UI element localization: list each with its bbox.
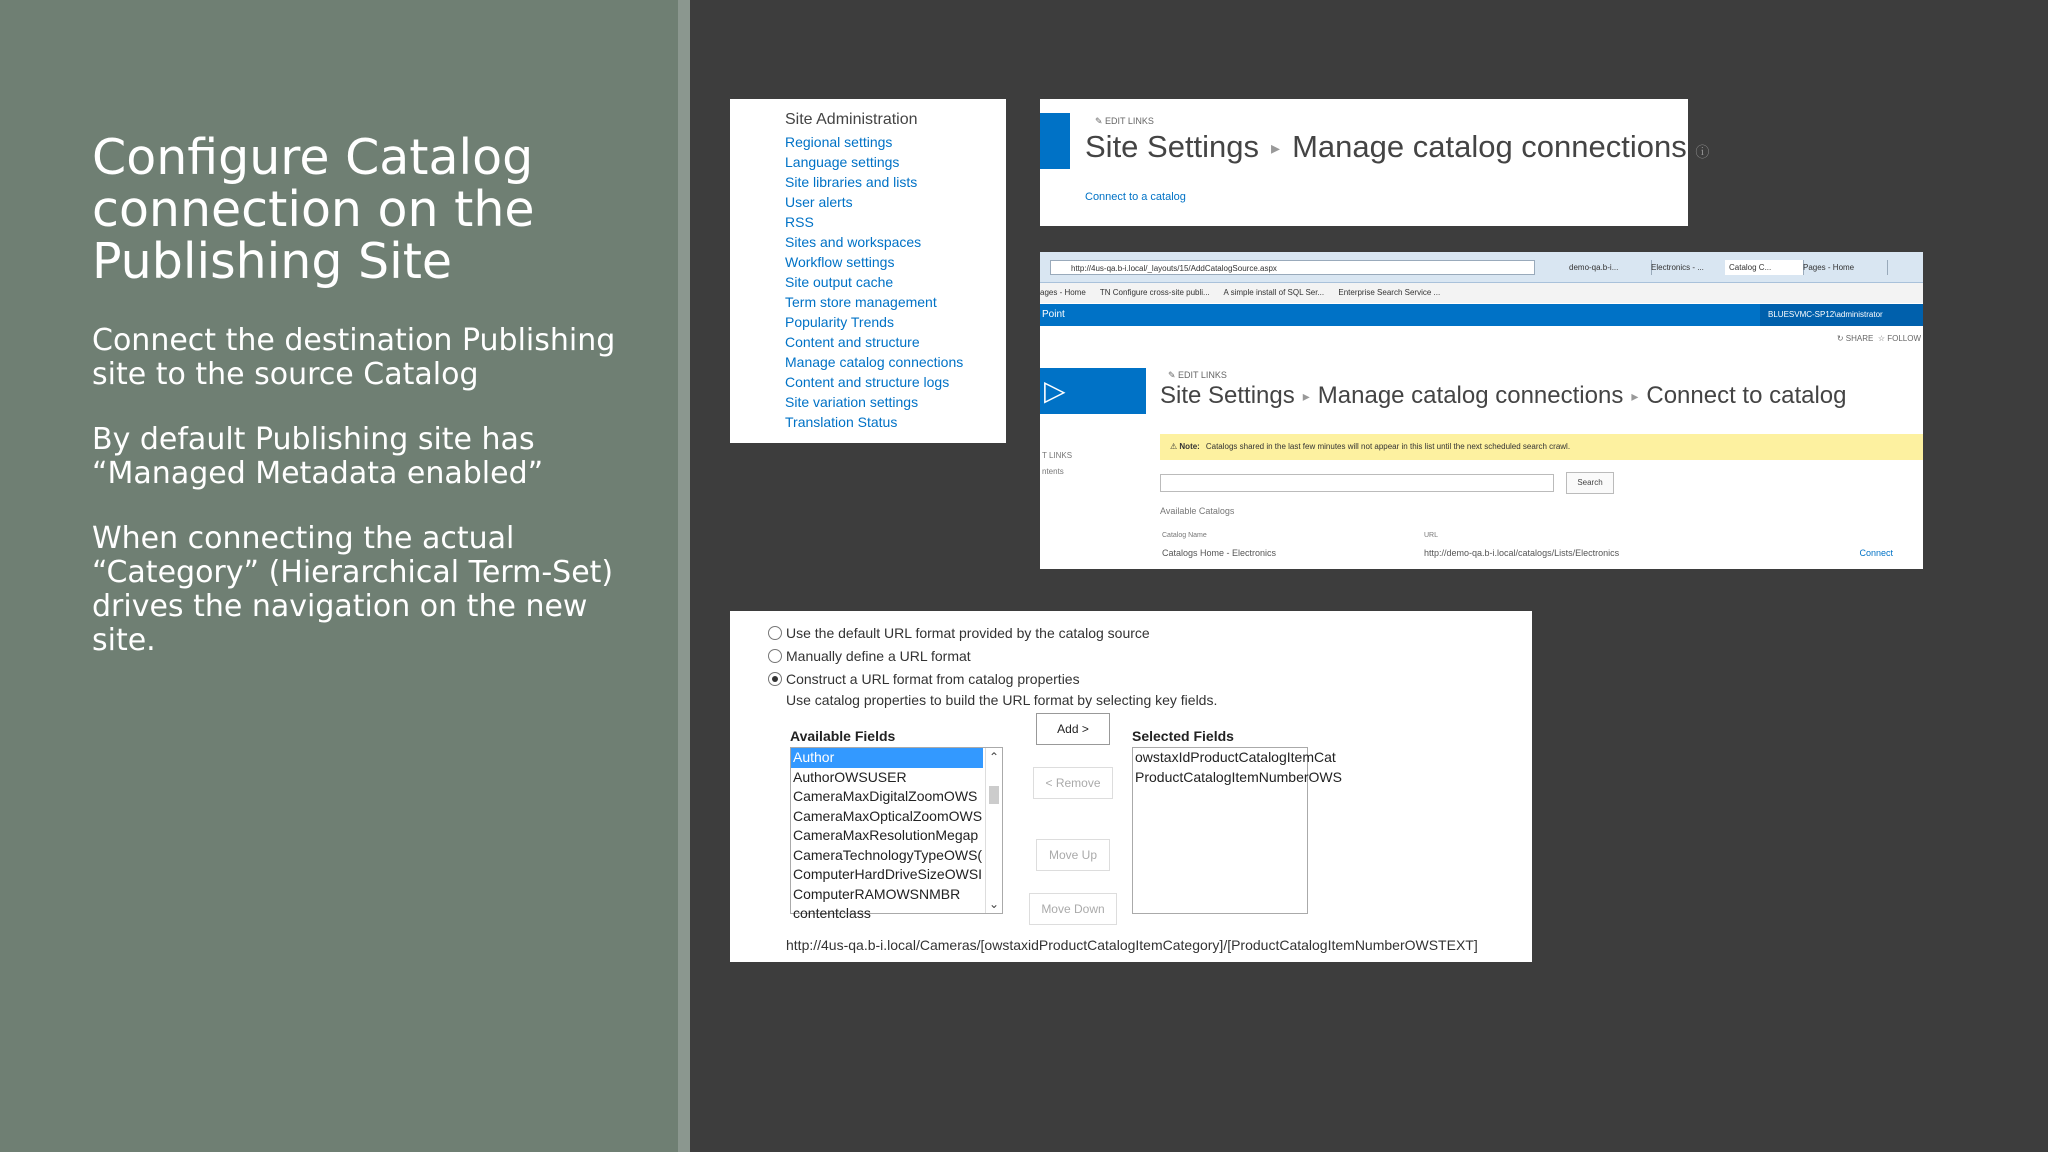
catalog-row-name: Catalogs Home - Electronics — [1162, 548, 1277, 558]
link-manage-catalog-connections[interactable]: Manage catalog connections — [785, 354, 964, 370]
field-item[interactable]: AuthorOWSUSER — [793, 768, 907, 785]
browser-address-bar — [1040, 252, 1923, 283]
construct-hint: Use catalog properties to build the URL format by selecting key fields. — [786, 692, 1218, 708]
url-field[interactable]: http://4us-qa.b-i.local/_layouts/15/AddCatalogSource.aspx — [1050, 260, 1535, 275]
link-user-alerts[interactable]: User alerts — [785, 194, 853, 210]
follow-button[interactable]: ☆ FOLLOW — [1877, 334, 1921, 343]
site-admin-screenshot — [730, 99, 1006, 443]
user-menu[interactable]: BLUESVMC-SP12\administrator — [1760, 304, 1923, 326]
note-label: Note: — [1179, 442, 1200, 451]
link-translation-status[interactable]: Translation Status — [785, 414, 898, 430]
field-item[interactable]: CameraTechnologyTypeOWS( — [793, 846, 983, 863]
link-site-variation[interactable]: Site variation settings — [785, 394, 919, 410]
available-fields-label: Available Fields — [790, 728, 896, 744]
link-content-structure-logs[interactable]: Content and structure logs — [785, 374, 950, 390]
remove-button[interactable]: < Remove — [1033, 767, 1113, 799]
breadcrumb-manage-catalog[interactable]: Manage catalog connections — [1317, 382, 1624, 409]
field-item[interactable]: Author — [791, 748, 983, 768]
browser-tab-catalog[interactable]: Catalog C... — [1725, 260, 1804, 275]
page-title: Connect to catalog — [1646, 382, 1847, 409]
selected-field-item[interactable]: owstaxIdProductCatalogItemCat — [1135, 749, 1336, 765]
site-admin-links — [785, 132, 963, 432]
share-button[interactable]: ↻ SHARE — [1836, 334, 1874, 343]
available-catalogs-heading: Available Catalogs — [1160, 506, 1235, 516]
note-banner — [1160, 434, 1923, 460]
option-construct-url[interactable]: Construct a URL format from catalog properties — [768, 671, 1080, 687]
selected-fields-list[interactable] — [1132, 747, 1342, 914]
url-format-result: http://4us-qa.b-i.local/Cameras/[owstaxidProductCatalogItemCategory]/[ProductCatalogItemNumberOWSTEXT] — [786, 937, 1478, 953]
site-admin-heading: Site Administration — [785, 111, 918, 128]
move-down-button[interactable]: Move Down — [1029, 893, 1117, 925]
left-panel — [0, 0, 678, 1152]
link-popularity-trends[interactable]: Popularity Trends — [785, 314, 894, 330]
scroll-down-icon[interactable]: ⌄ — [989, 897, 1000, 911]
add-button[interactable]: Add > — [1036, 713, 1110, 745]
radio-construct-url[interactable] — [768, 672, 782, 686]
link-term-store[interactable]: Term store management — [785, 294, 937, 310]
suite-bar: Point — [1040, 304, 1762, 326]
fav-pages-home[interactable]: ages - Home — [1040, 288, 1086, 297]
browser-tab-pages[interactable]: Pages - Home — [1799, 260, 1888, 275]
field-item[interactable]: CameraMaxDigitalZoomOWS — [793, 788, 978, 804]
site-logo — [1040, 113, 1070, 169]
quick-launch — [1042, 448, 1072, 480]
radio-default-url[interactable] — [768, 626, 782, 640]
breadcrumb-separator-icon: ▸ — [1631, 388, 1639, 405]
field-item[interactable]: ComputerHardDriveSizeOWSI — [793, 866, 983, 882]
breadcrumb — [1085, 129, 1709, 165]
favorites-bar — [1040, 283, 1923, 303]
breadcrumb — [1160, 382, 1847, 410]
link-workflow-settings[interactable]: Workflow settings — [785, 254, 895, 270]
field-item[interactable]: ComputerRAMOWSNMBR — [793, 885, 961, 902]
quick-launch-contents[interactable]: ntents — [1042, 467, 1064, 476]
slide-title: Configure Catalog connection on the Publishing Site — [92, 129, 535, 290]
link-rss[interactable]: RSS — [785, 214, 814, 230]
move-up-button[interactable]: Move Up — [1036, 839, 1110, 871]
fav-tn-configure[interactable]: TN Configure cross-site publi... — [1099, 288, 1210, 297]
browser-tab-electronics[interactable]: Electronics - ... — [1647, 260, 1730, 275]
site-logo: ▷ — [1040, 368, 1146, 414]
selected-field-item[interactable]: ProductCatalogItemNumberOWS — [1135, 768, 1342, 785]
scroll-thumb[interactable] — [989, 786, 999, 804]
field-item[interactable]: CameraMaxOpticalZoomOWS — [793, 807, 983, 824]
bullet-1: Connect the destination Publishing site to the source Catalog — [92, 323, 616, 392]
catalog-connections-header-screenshot — [1040, 99, 1710, 226]
link-site-output-cache[interactable]: Site output cache — [785, 274, 894, 290]
link-language-settings[interactable]: Language settings — [785, 154, 900, 170]
link-site-libraries[interactable]: Site libraries and lists — [785, 174, 918, 190]
radio-manual-url[interactable] — [768, 649, 782, 663]
link-regional-settings[interactable]: Regional settings — [785, 134, 893, 150]
edit-links[interactable]: ✎ EDIT LINKS — [1095, 116, 1154, 126]
breadcrumb-separator-icon: ▸ — [1302, 388, 1310, 405]
selected-fields-label: Selected Fields — [1132, 728, 1234, 744]
share-follow — [1837, 334, 1921, 343]
column-url: URL — [1424, 532, 1439, 539]
panel-divider — [678, 0, 690, 1152]
column-catalog-name: Catalog Name — [1162, 532, 1207, 539]
option-default-url[interactable]: Use the default URL format provided by the catalog source — [768, 625, 1150, 641]
search-input[interactable] — [1160, 474, 1554, 492]
available-fields-list[interactable] — [790, 747, 1003, 921]
breadcrumb-site-settings[interactable]: Site Settings — [1085, 129, 1260, 164]
field-item[interactable]: contentclass — [793, 905, 871, 921]
edit-links[interactable]: ✎ EDIT LINKS — [1168, 370, 1227, 380]
url-format-screenshot — [730, 611, 1532, 962]
info-icon: ⓘ — [1695, 144, 1710, 160]
browser-tab-demo[interactable]: demo-qa.b-i... — [1565, 260, 1652, 275]
link-sites-workspaces[interactable]: Sites and workspaces — [785, 234, 922, 250]
connect-link[interactable]: Connect — [1859, 548, 1893, 558]
search-button[interactable]: Search — [1566, 472, 1614, 494]
link-content-structure[interactable]: Content and structure — [785, 334, 920, 350]
breadcrumb-separator-icon: ▸ — [1271, 138, 1281, 159]
bullet-2: By default Publishing site has “Managed Metadata enabled” — [92, 422, 544, 491]
connect-to-catalog-link[interactable]: Connect to a catalog — [1085, 191, 1186, 203]
option-manual-url[interactable]: Manually define a URL format — [768, 648, 971, 664]
quick-launch-edit-links[interactable]: T LINKS — [1042, 451, 1073, 460]
note-text: Catalogs shared in the last few minutes will not appear in this list until the next scheduled search crawl. — [1205, 442, 1571, 451]
bullet-3: When connecting the actual “Category” (Hierarchical Term-Set) drives the navigation on the new site. — [92, 521, 614, 658]
fav-sql-install[interactable]: A simple install of SQL Ser... — [1223, 288, 1325, 297]
list-scrollbar[interactable] — [985, 748, 1002, 913]
scroll-up-icon[interactable]: ⌃ — [989, 750, 1000, 764]
field-item[interactable]: CameraMaxResolutionMegap — [793, 827, 979, 843]
warning-icon: ⚠ — [1170, 442, 1178, 451]
breadcrumb-site-settings[interactable]: Site Settings — [1160, 382, 1295, 409]
fav-enterprise-search[interactable]: Enterprise Search Service ... — [1338, 288, 1441, 297]
connect-to-catalog-screenshot — [1040, 252, 1923, 569]
catalog-row-url: http://demo-qa.b-i.local/catalogs/Lists/Electronics — [1424, 548, 1620, 558]
page-title: Manage catalog connections — [1292, 129, 1687, 164]
